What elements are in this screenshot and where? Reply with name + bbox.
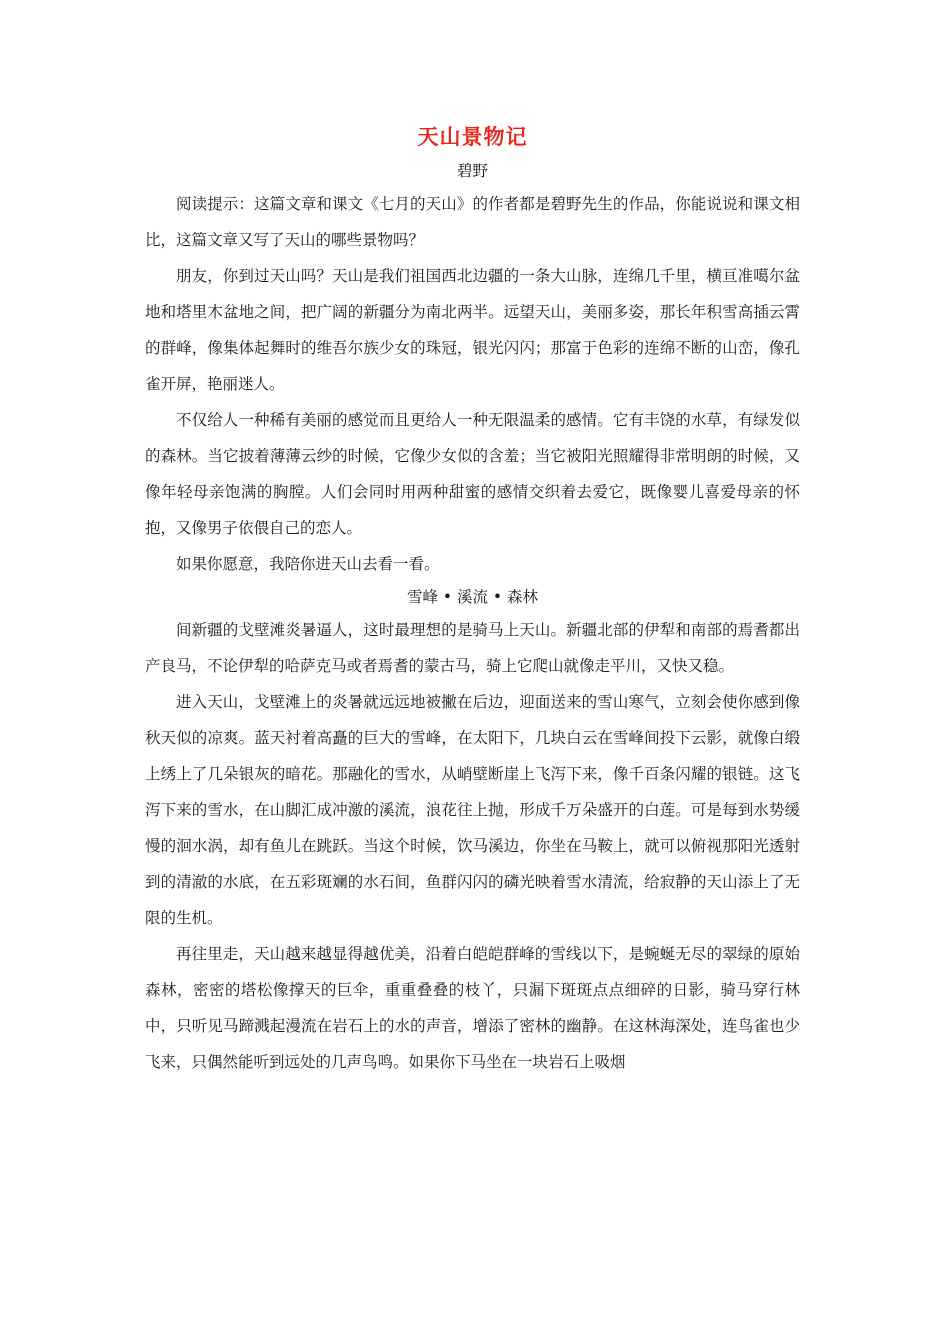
paragraph: 进入天山，戈壁滩上的炎暑就远远地被撇在后边，迎面送来的雪山寒气，立刻会使你感到像秋天似的凉爽。蓝天衬着高矗的巨大的雪峰，在太阳下，几块白云在雪峰间投下云影，就像白缎上绣上了几朵银灰的暗花。那融化的雪水，从峭壁断崖上飞泻下来，像千百条闪耀的银链。这飞泻下来的雪水，在山脚汇成冲激的溪流，浪花往上抛，形成千万朵盛开的白莲。可是每到水势缓慢的洄水涡，却有鱼儿在跳跃。当这个时候，饮马溪边，你坐在马鞍上，就可以俯视那阳光透射到的清澈的水底，在五彩斑斓的水石间，鱼群闪闪的磷光映着雪水清流，给寂静的天山添上了无限的生机。 (145, 693, 800, 927)
paragraph: 朋友，你到过天山吗？天山是我们祖国西北边疆的一条大山脉，连绵几千里，横亘准噶尔盆地和塔里木盆地之间，把广阔的新疆分为南北两半。远望天山，美丽多姿，那长年积雪高插云霄的群峰，像集体起舞时的维吾尔族少女的珠冠，银光闪闪；那富于色彩的连绵不断的山峦，像孔雀开屏，艳丽迷人。 (145, 267, 800, 393)
reading-tip-paragraph: 阅读提示：这篇文章和课文《七月的天山》的作者都是碧野先生的作品，你能说说和课文相比，这篇文章又写了天山的哪些景物吗？ (145, 195, 800, 249)
paragraph: 不仅给人一种稀有美丽的感觉而且更给人一种无限温柔的感情。它有丰饶的水草，有绿发似的森林。当它披着薄薄云纱的时候，它像少女似的含羞；当它被阳光照耀得非常明朗的时候，又像年轻母亲饱满的胸膛。人们会同时用两种甜蜜的感情交织着去爱它，既像婴儿喜爱母亲的怀抱，又像男子依偎自己的恋人。 (145, 411, 800, 537)
paragraph: 如果你愿意，我陪你进天山去看一看。 (176, 555, 440, 573)
article-author: 碧野 (456, 162, 488, 180)
paragraph: 间新疆的戈壁滩炎暑逼人，这时最理想的是骑马上天山。新疆北部的伊犁和南部的焉耆都出产良马，不论伊犁的哈萨克马或者焉耆的蒙古马，骑上它爬山就像走平川，又快又稳。 (145, 621, 800, 675)
paragraph: 再往里走，天山越来越显得越优美，沿着白皑皑群峰的雪线以下，是蜿蜒无尽的翠绿的原始森林，密密的塔松像撑天的巨伞，重重叠叠的枝丫，只漏下斑斑点点细碎的日影，骑马穿行林中，只听见马蹄溅起漫流在岩石上的水的声音，增添了密林的幽静。在这林海深处，连鸟雀也少飞来，只偶然能听到远处的几声鸟鸣。如果你下马坐在一块岩石上吸烟 (145, 945, 800, 1071)
article-title: 天山景物记 (417, 124, 528, 149)
section-title: 雪峰 • 溪流 • 森林 (407, 588, 538, 606)
document-page (145, 118, 800, 1080)
